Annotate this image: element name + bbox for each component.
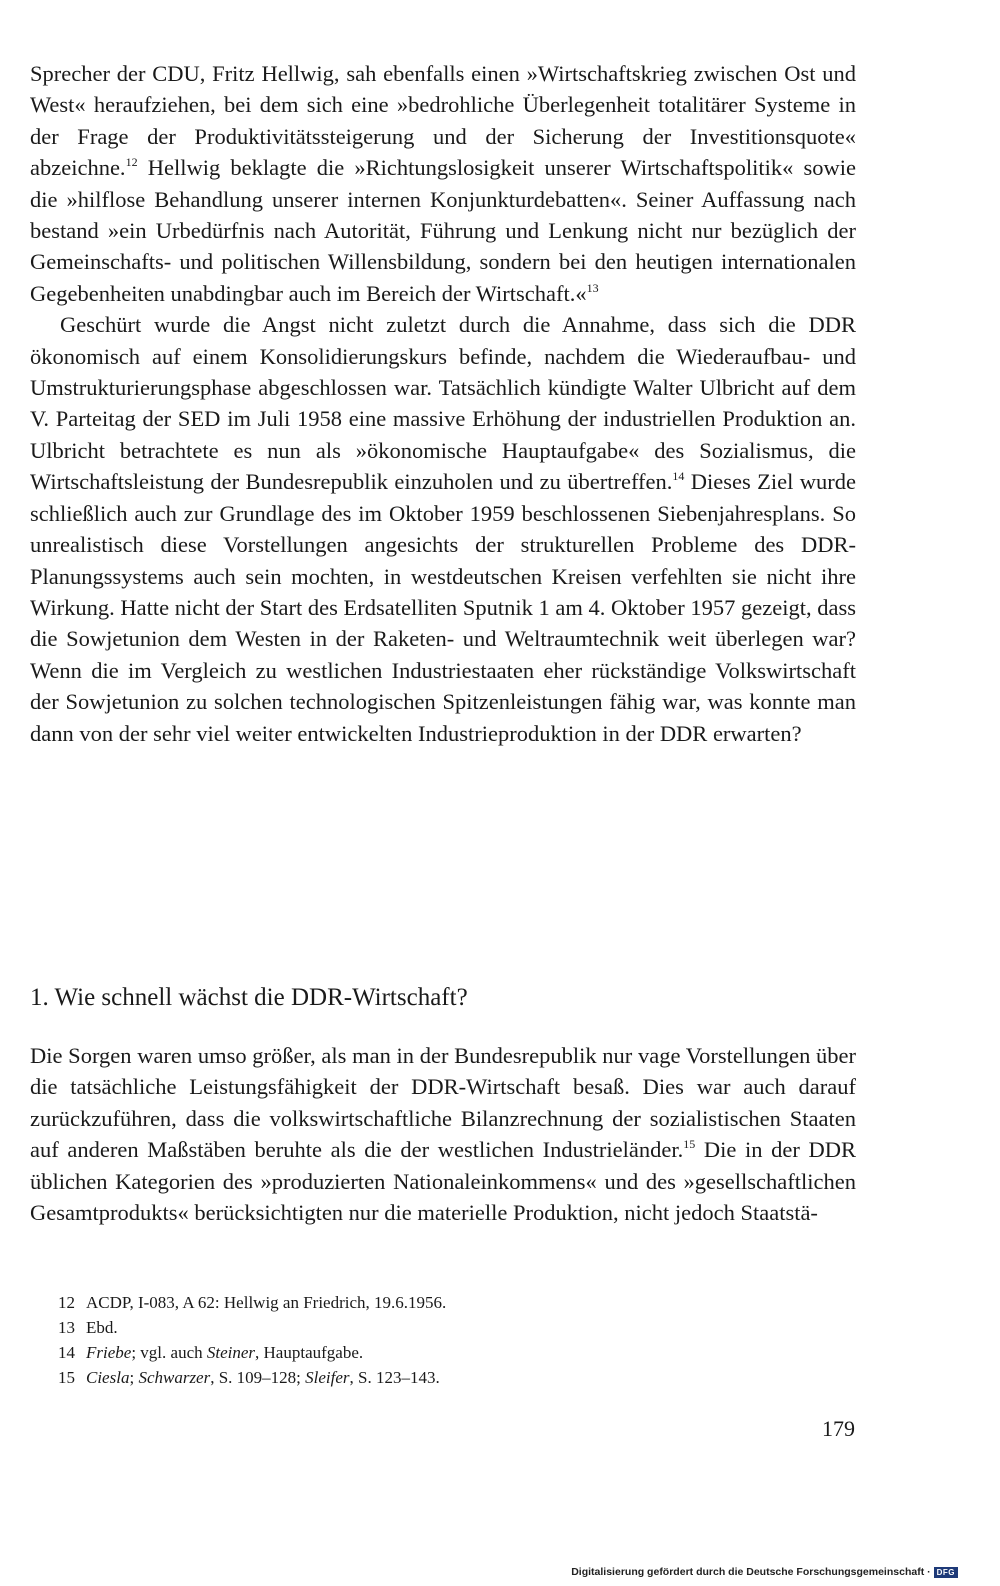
section-heading: 1. Wie schnell wächst die DDR-Wirtschaft? (30, 984, 468, 1011)
footnote-ref: 15 (683, 1137, 696, 1152)
dfg-logo-icon: DFG (934, 1567, 958, 1578)
paragraph-2: Geschürt wurde die Angst nicht zuletzt durch die Annahme, dass sich die DDR ökonomisch auf einem Konsolidierungskurs befinde, nachdem die Wiederaufbau- und Umstrukturierungsphase abgeschlossen war. Tatsächlich kündigte Walter Ulbricht auf dem V. Parteitag der SED im Juli 1958 eine massive Erhöhung der industriellen Produktion an. Ulbricht betrachtete es nun als »ökonomische Hauptaufgabe« des Sozialismus, die Wirtschaftsleistung der Bundesrepublik einzuholen und zu übertreffen.$^{14}$ Dieses Ziel wurde schließlich auch zur Grundlage des im Oktober 1959 beschlossenen Siebenjahresplans. So unrealistisch diese Vorstellungen angesichts der strukturellen Probleme des DDR-Planungssystems auch sein mochten, in westdeutschen Kreisen verfehlten sie nicht ihre Wirkung. Hatte nicht der Start des Erdsatelliten Sputnik 1 am 4. Oktober 1957 gezeigt, dass die Sowjetunion dem Westen in der Raketen- und Weltraumtechnik weit überlegen war? Wenn die im Vergleich zu westlichen Industriestaaten eher rückständige Volkswirtschaft der Sowjetunion zu solchen technologischen Spitzenleistungen fähig war, was konnte man dann von der sehr viel weiter entwickelten Industrieproduktion in der DDR erwarten? (30, 312, 856, 746)
footnote-number: 14 (58, 1343, 75, 1362)
footnote-text: Ciesla; Schwarzer, S. 109–128; Sleifer, S. 123–143. (86, 1368, 440, 1387)
footnote-text: Friebe; vgl. auch Steiner, Hauptaufgabe. (86, 1343, 364, 1362)
paragraph-1: Sprecher der CDU, Fritz Hellwig, sah ebenfalls einen »Wirtschaftskrieg zwischen Ost und West« heraufziehen, bei dem sich eine »bedrohliche Überlegenheit totalitärer Systeme in der Frage der Produktivitätssteigerung und der Sicherung der Investitionsquote« abzeichne.$^{12}$ Hellwig beklagte die »Richtungslosigkeit unserer Wirtschaftspolitik« sowie die »hilflose Behandlung unserer internen Konjunkturdebatten«. Seiner Auffassung nach bestand »ein Urbedürfnis nach Autorität, Führung und Lenkung nicht nur bezüglich der Gemeinschafts- und politischen Willensbildung, sondern bei den heutigen internationalen Gegebenheiten unabdingbar auch im Bereich der Wirtschaft.«$^{13}$ (30, 61, 856, 306)
footnote-number: 13 (58, 1318, 75, 1337)
footnote-text: ACDP, I-083, A 62: Hellwig an Friedrich, 19.6.1956. (86, 1293, 447, 1312)
footnote-number: 15 (58, 1368, 75, 1387)
page-number: 179 (822, 1416, 855, 1441)
section-body (30, 1040, 856, 1228)
footnote-ref: 14 (672, 469, 685, 484)
page-body (30, 58, 856, 749)
footnote-text: Ebd. (86, 1318, 118, 1337)
credit-text: Digitalisierung gefördert durch die Deutsche Forschungsgemeinschaft · (571, 1566, 931, 1578)
footnote-15 (58, 1365, 838, 1390)
footnote-ref: 12 (125, 155, 138, 170)
footnotes (58, 1290, 838, 1390)
footnote-14 (58, 1340, 838, 1365)
section-paragraph: Die Sorgen waren umso größer, als man in der Bundesrepublik nur vage Vorstellungen über die tatsächliche Leistungsfähigkeit der DDR-Wirtschaft besaß. Dies war auch darauf zurückzuführen, dass die volkswirtschaftliche Bilanzrechnung der sozialistischen Staaten auf anderen Maßstäben beruhte als die der westlichen Industrieländer.$^{15}$ Die in der DDR üblichen Kategorien des »produzierten Nationaleinkommens« und des »gesellschaftlichen Gesamtprodukts« berücksichtigten nur die materielle Produktion, nicht jedoch Staatstä- (30, 1043, 856, 1226)
digitization-credit (571, 1566, 958, 1578)
footnote-13 (58, 1315, 838, 1340)
footnote-12 (58, 1290, 838, 1315)
footnote-ref: 13 (586, 280, 599, 295)
footnote-number: 12 (58, 1293, 75, 1312)
